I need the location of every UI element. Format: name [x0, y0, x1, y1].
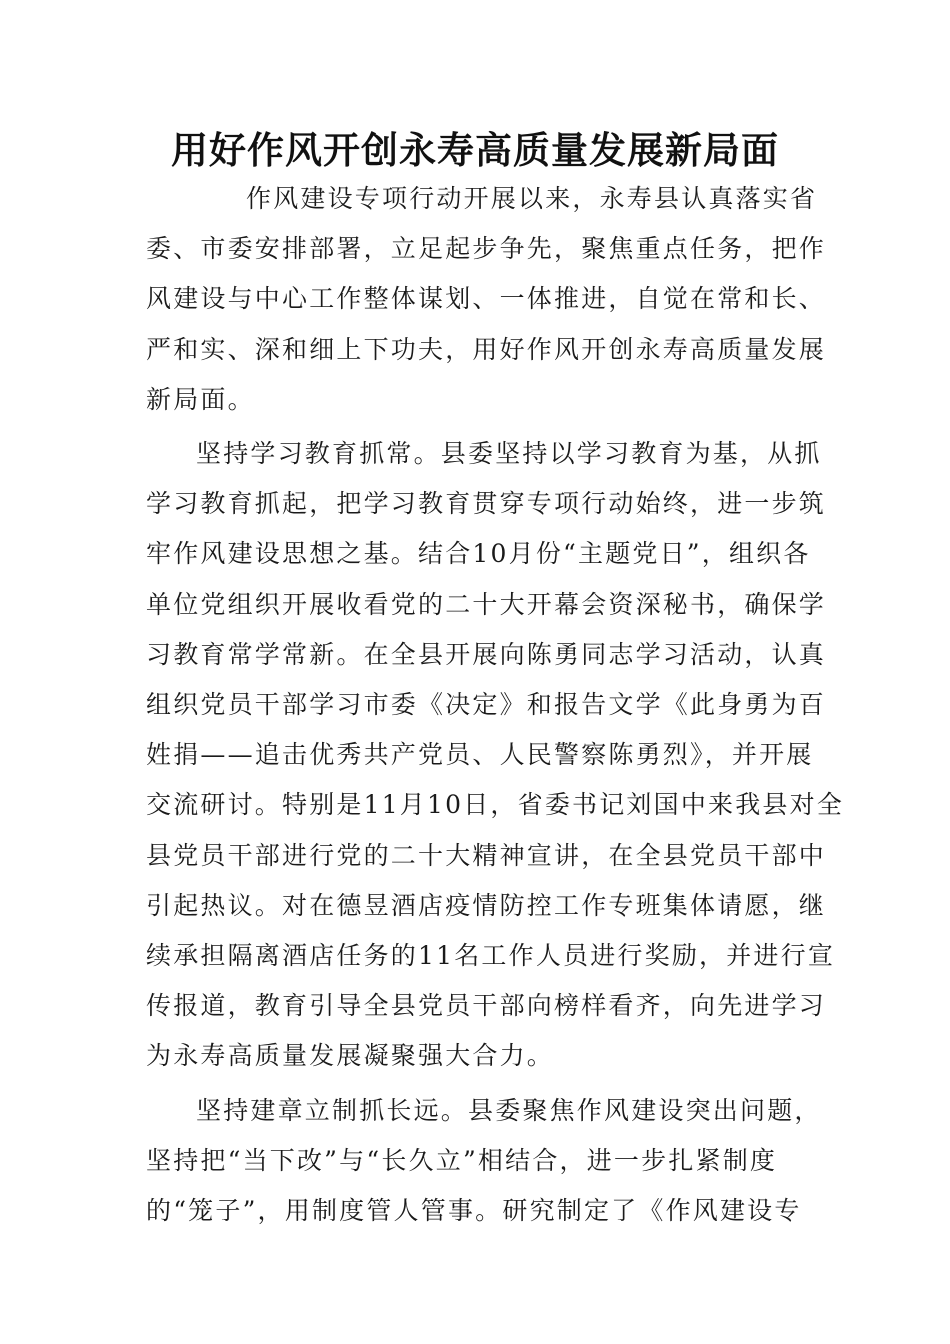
text-line: 风建设与中心工作整体谋划、一体推进，自觉在常和长、: [146, 284, 827, 314]
text-line: 传报道，教育引导全县党员干部向榜样看齐，向先进学习: [146, 991, 827, 1021]
text-line: 新局面。: [146, 384, 255, 414]
text-line: 组织党员干部学习市委《决定》和报告文学《此身勇为百: [146, 690, 827, 720]
text-line: 续承担隔离酒店任务的11名工作人员进行奖励，并进行宣: [146, 941, 836, 971]
text-line: 严和实、深和细上下功夫，用好作风开创永寿高质量发展: [146, 334, 827, 364]
text-line: 县党员干部进行党的二十大精神宣讲，在全县党员干部中: [146, 840, 827, 870]
text-line: 学习教育抓起，把学习教育贯穿专项行动始终，进一步筑: [146, 489, 827, 519]
text-line: 坚持建章立制抓长远。县委聚焦作风建设突出问题，: [196, 1095, 822, 1125]
paragraph-study-education: [146, 429, 845, 1082]
text-line: 为永寿高质量发展凝聚强大合力。: [146, 1041, 555, 1071]
text-line: 习教育常学常新。在全县开展向陈勇同志学习活动，认真: [146, 639, 827, 669]
text-line: 坚持学习教育抓常。县委坚持以学习教育为基，从抓: [196, 439, 822, 469]
text-line: 单位党组织开展收看党的二十大开幕会资深秘书，确保学: [146, 589, 827, 619]
document-body: [146, 174, 845, 1236]
text-line: 交流研讨。特别是11月10日，省委书记刘国中来我县对全: [146, 790, 845, 820]
text-line: 姓捐——追击优秀共产党员、人民警察陈勇烈》，并开展: [146, 740, 814, 770]
paragraph-intro: [146, 174, 827, 425]
text-line: 的“笼子”，用制度管人管事。研究制定了《作风建设专: [146, 1196, 802, 1226]
text-line: 牢作风建设思想之基。结合10月份“主题党日”，组织各: [146, 539, 811, 569]
document-title: 用好作风开创永寿高质量发展新局面: [171, 128, 779, 172]
paragraph-institution-building: [146, 1086, 822, 1237]
text-line: 委、市委安排部署，立足起步争先，聚焦重点任务，把作: [146, 234, 827, 264]
text-line: 坚持把“当下改”与“长久立”相结合，进一步扎紧制度: [146, 1145, 778, 1175]
text-line: 作风建设专项行动开展以来，永寿县认真落实省: [246, 184, 818, 213]
text-line: 引起热议。对在德昱酒店疫情防控工作专班集体请愿，继: [146, 890, 827, 920]
